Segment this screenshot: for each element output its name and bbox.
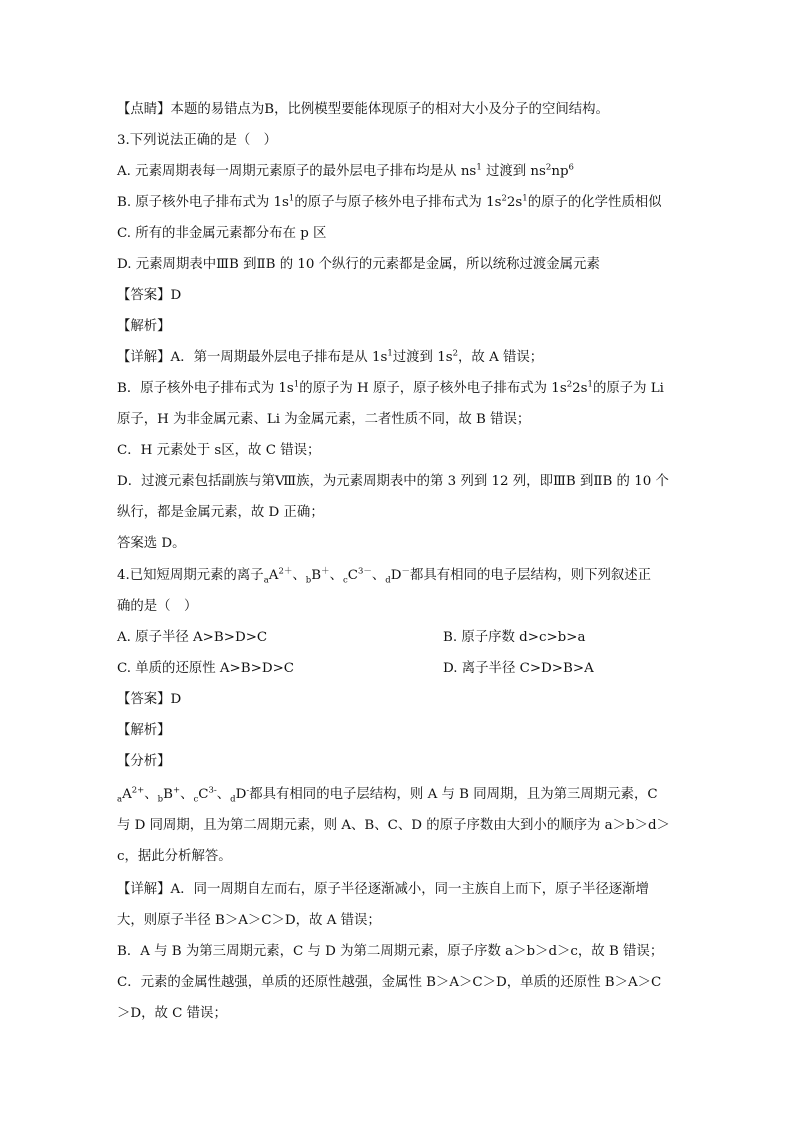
question-3-detail-d-line2: 纵行，都是金属元素，故 D 正确； xyxy=(117,505,324,520)
question-4-analysis-line3: c，据此分析解答。 xyxy=(117,849,232,864)
question-3-analysis-heading: 【解析】 xyxy=(117,319,171,334)
question-3-detail-c: C．H 元素处于 s区，故 C 错误； xyxy=(117,443,321,458)
question-3-option-b: B. 原子核外电子排布式为 $1s^1$的原子与原子核外电子排布式为 $1s^22s^1$的原子的化学性质相似 xyxy=(117,193,662,210)
question-4-stem-line2: 确的是（ ） xyxy=(117,599,198,614)
question-3-detail-a: 【详解】A．第一周期最外层电子排布是从 $1s^1$过渡到 $1s^2$，故 A 错误； xyxy=(117,348,544,365)
question-4-analysis-line1: $_aA^{2+}$、$_b$B+、$_cC^{3-}$、$_d$D-都具有相同的电子层结构，则 A 与 B 同周期，且为第三周期元素，C xyxy=(117,785,658,805)
tip-paragraph: 【点睛】本题的易错点为B，比例模型要能体现原子的相对大小及分子的空间结构。 xyxy=(117,102,609,117)
question-4-detail-a-line1: 【详解】A．同一周期自左而右，原子半径逐渐减小，同一主族自上而下，原子半径逐渐增 xyxy=(117,882,649,897)
question-4-analysis-line2: 与 D 同周期，且为第二周期元素，则 A、B、C、D 的原子序数由大到小的顺序为 a＞b＞d＞ xyxy=(117,818,670,833)
question-4-answer: 【答案】D xyxy=(117,692,182,707)
question-3-detail-b-line2: 原子，H 为非金属元素、Li 为金属元素，二者性质不同，故 B 错误； xyxy=(117,412,531,427)
question-3-detail-d-line1: D．过渡元素包括副族与第Ⅷ族，为元素周期表中的第 3 列到 12 列，即ⅢB 到ⅡB 的 10 个 xyxy=(117,474,669,489)
question-4-fenxi-heading: 【分析】 xyxy=(117,754,171,769)
question-3-stem: 3.下列说法正确的是（ ） xyxy=(117,133,278,148)
question-4-option-d: D. 离子半径 C>D>B>A xyxy=(443,661,594,676)
question-4-option-c: C. 单质的还原性 A>B>D>C xyxy=(117,661,295,676)
question-3-answer: 【答案】D xyxy=(117,288,182,303)
question-3-option-a: A. 元素周期表每一周期元素原子的最外层电子排布均是从 $ns^1$ 过渡到 $ns^2np^6$ xyxy=(117,162,574,179)
question-3-option-d: D. 元素周期表中ⅢB 到ⅡB 的 10 个纵行的元素都是金属，所以统称过渡金属元素 xyxy=(117,257,600,272)
question-4-option-a: A. 原子半径 A>B>D>C xyxy=(117,630,268,645)
question-4-detail-b: B．A 与 B 为第三周期元素，C 与 D 为第二周期元素，原子序数 a＞b＞d＞c，故 B 错误； xyxy=(117,944,664,959)
question-4-option-b: B. 原子序数 d>c>b>a xyxy=(443,630,586,645)
question-4-detail-c-line1: C．元素的金属性越强，单质的还原性越强，金属性 B＞A＞C＞D，单质的还原性 B＞A＞C xyxy=(117,975,662,990)
question-4-detail-a-line2: 大，则原子半径 B＞A＞C＞D，故 A 错误； xyxy=(117,913,381,928)
question-3-conclusion: 答案选 D。 xyxy=(117,536,186,551)
question-3-detail-b-line1: B．原子核外电子排布式为 $1s^1$的原子为 H 原子，原子核外电子排布式为 $1s^22s^1$的原子为 Li xyxy=(117,379,664,396)
question-4-analysis-heading: 【解析】 xyxy=(117,723,171,738)
question-4-detail-c-line2: ＞D，故 C 错误； xyxy=(117,1006,227,1021)
question-4-stem-line1: 4.已知短周期元素的离子$_aA^{2+}$、$_b$B＋、$_cC^{3-}$、$_d$D－都具有相同的电子层结构，则下列叙述正 xyxy=(117,566,652,586)
question-3-option-c: C. 所有的非金属元素都分布在 p 区 xyxy=(117,226,327,241)
